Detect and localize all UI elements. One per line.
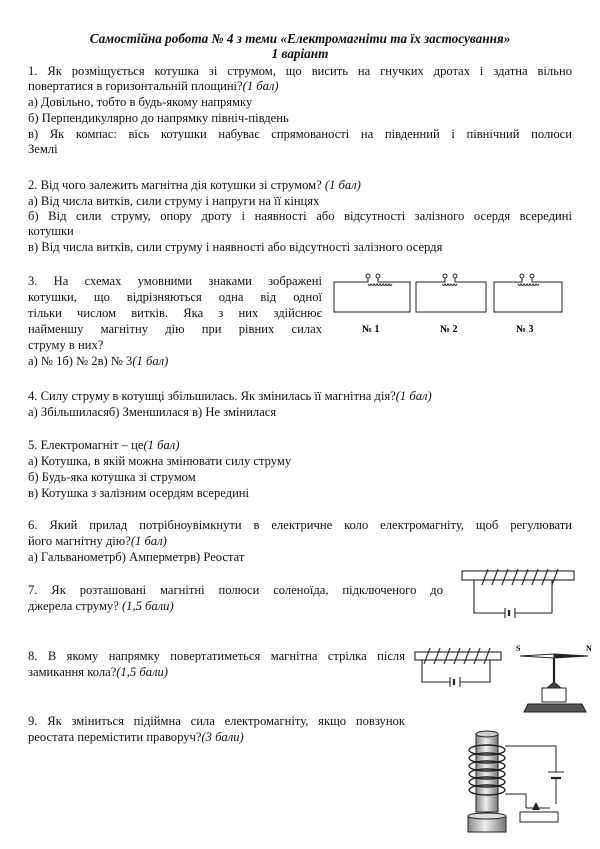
q3-line4: найменшу магнітну дію при рівних силах <box>28 322 322 336</box>
q7-line2: джерела струму? (1,5 бали) <box>28 599 174 613</box>
coil-3 <box>494 274 562 312</box>
q9-points: (3 бали) <box>201 730 244 744</box>
q3-line3: тільки числом витків. Яка з них здійснює <box>28 306 322 320</box>
q3-line1: 3. На схемах умовними знаками зображені <box>28 274 322 288</box>
q5-points: (1 бал) <box>143 438 180 452</box>
coil-1 <box>334 274 410 312</box>
q7-battery-icon <box>505 608 515 618</box>
q4-points: (1 бал) <box>395 389 432 403</box>
q3-answers: а) № 1б) № 2в) № 3(1 бал) <box>28 354 169 368</box>
q9-battery-icon <box>548 772 564 782</box>
coil-2 <box>416 274 486 312</box>
q2-points: (1 бал) <box>324 178 361 192</box>
q9-line1: 9. Як зміниться підіймна сила електромагніту, якщо повзунок <box>28 714 405 728</box>
q5-question: 5. Електромагніт – це(1 бал) <box>28 438 180 452</box>
q9-electromagnet-figure <box>456 728 586 848</box>
q1-points: (1 бал) <box>242 79 279 93</box>
q5-option-c: в) Котушка з залізним осердям всередині <box>28 486 250 500</box>
q4-answers: а) Збільшиласяб) Зменшилася в) Не змінилася <box>28 405 277 419</box>
q6-answers: а) Гальванометрб) Амперметрв) Реостат <box>28 550 245 564</box>
q9-circuit-wire <box>505 746 556 808</box>
q5-option-b: б) Будь-яка котушка зі струмом <box>28 470 196 484</box>
q3-line2: котушки, що відрізняються одна від одної <box>28 290 322 304</box>
rheostat-slider-icon[interactable] <box>532 802 540 810</box>
needle-south-label: S <box>516 644 521 653</box>
q6-line1: 6. Який прилад потрібноувімкнути в електричне коло електромагніту, щоб регулювати <box>28 518 572 532</box>
needle-north-label: N <box>586 644 592 653</box>
q7-line1: 7. Як розташовані магнітні полюси соленоїда, підключеного до <box>28 583 443 597</box>
q4-question: 4. Силу струму в котушці збільшилась. Як змінилась її магнітна дія?(1 бал) <box>28 389 432 403</box>
q6-line2: його магнітну дію?(1 бал) <box>28 534 167 548</box>
q7-solenoid-figure <box>456 566 586 622</box>
q7-circuit-wire <box>474 580 552 613</box>
coil-label-3: № 3 <box>516 324 534 335</box>
q2-option-b-line2: котушки <box>28 224 74 238</box>
q9-line2: реостата перемістити праворуч?(3 бали) <box>28 730 244 744</box>
q1-option-c-line1: в) Як компас: вісь котушки набуває спрямованості на південний і північний полюси <box>28 127 572 141</box>
iron-load <box>468 813 506 832</box>
q8-line2: замикання кола?(1,5 бали) <box>28 665 168 679</box>
q2-question: 2. Від чого залежить магнітна дія котушки зі струмом? (1 бал) <box>28 178 361 192</box>
q3-coils-figure <box>330 272 575 338</box>
q7-points: (1,5 бали) <box>121 599 174 613</box>
variant-label: 1 варіант <box>271 46 329 61</box>
q3-points: (1 бал) <box>132 354 169 368</box>
q8-line1: 8. В якому напрямку повертатиметься магнітна стрілка після <box>28 649 405 663</box>
needle-north-half <box>554 654 588 658</box>
q8-figure <box>412 642 594 722</box>
coil-label-2: № 2 <box>440 324 458 335</box>
q1-line2: повертатися в горизонтальній площині?(1 бал) <box>28 79 279 93</box>
q1-option-a: а) Довільно, тобто в будь-якому напрямку <box>28 95 253 109</box>
q5-option-a: а) Котушка, в якій можна змінювати силу струму <box>28 454 292 468</box>
coil-label-1: № 1 <box>362 324 380 335</box>
q2-option-b-line1: б) Від сили струму, опору дроту і наявності або відсутності залізного осердя всередині <box>28 209 572 223</box>
q2-option-c: в) Від числа витків, сили струму і наявності або відсутності залізного осердя <box>28 240 443 254</box>
q6-points: (1 бал) <box>130 534 167 548</box>
magnetic-needle-stand <box>520 654 588 712</box>
q8-circuit-wire <box>422 660 490 682</box>
q8-points: (1,5 бали) <box>116 665 168 679</box>
q1-line1: 1. Як розміщується котушка зі струмом, що висить на гнучких дротах і здатна вільно <box>28 64 572 78</box>
needle-south-half <box>520 654 554 658</box>
q1-option-c-line2: Землі <box>28 142 58 156</box>
q8-battery-icon <box>450 677 460 687</box>
q2-option-a: а) Від числа витків, сили струму і напруги на її кінцях <box>28 194 320 208</box>
q1-option-b: б) Перпендикулярно до напрямку північ-південь <box>28 111 289 125</box>
q3-line5: струму в них? <box>28 338 104 352</box>
page-title: Самостійна робота № 4 з теми «Електромагніти та їх застосування» <box>89 31 511 46</box>
